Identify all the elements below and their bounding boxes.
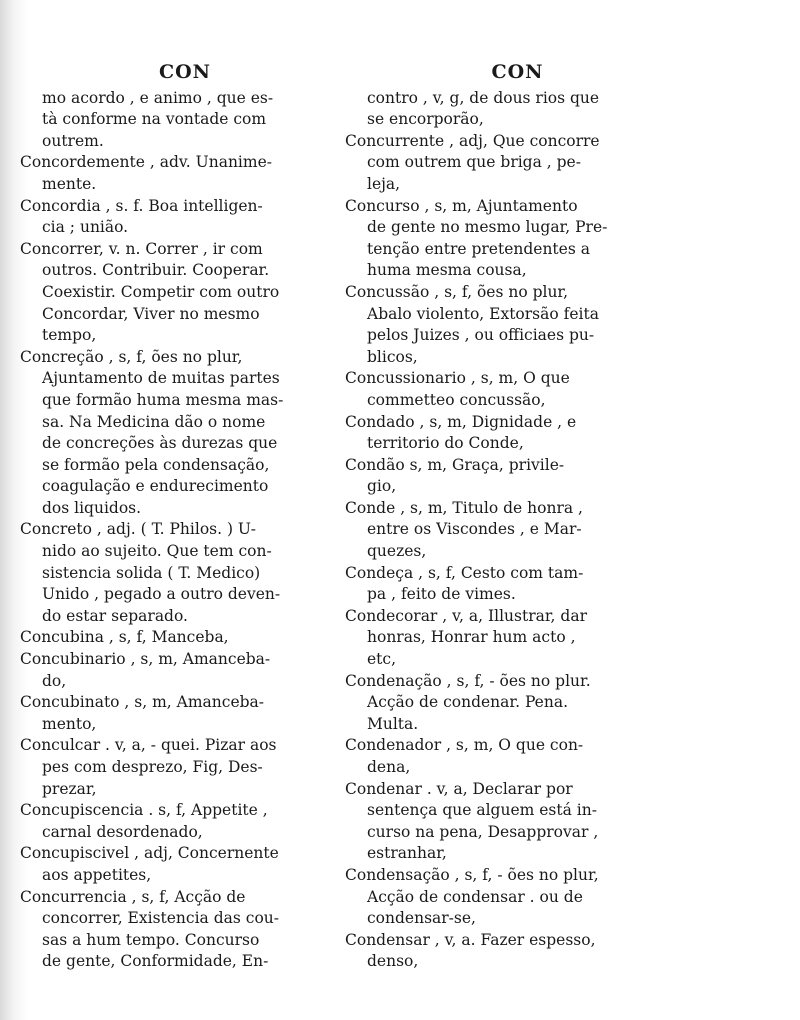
dictionary-entry: Conculcar . v, a, - quei. Pizar aos pes com desprezo, Fig, Des- prezar, [20,736,277,798]
right-column [345,62,660,973]
left-running-header: CON [158,61,212,83]
dictionary-entry: Condão s, m, Graça, privile- gio, [345,455,565,496]
dictionary-entry: Concupiscivel , adj, Concernente aos appetites, [20,844,279,884]
dictionary-entry: Concubina , s, f, Manceba, [20,628,229,647]
dictionary-entry: Condenador , s, m, O que con- dena, [345,736,584,776]
dictionary-entry: Conde , s, m, Titulo de honra , entre os Viscondes , e Mar- quezes, [345,498,583,561]
dictionary-entry: Condenar . v, a, Declarar por sentença que alguem está in- curso na pena, Desapprovar , estranhar, [345,779,599,863]
dictionary-entry: Condecorar , v, a, Illustrar, dar honras, Honrar hum acto , etc, [345,606,587,669]
dictionary-entry: Concreto , adj. ( T. Philos. ) U- nido ao sujeito. Que tem con- sistencia solida ( T. Medico) Unido , pegado a outro deven- do estar separado. [20,520,281,625]
dictionary-entry: Condado , s, m, Dignidade , e territorio do Conde, [345,412,577,453]
dictionary-entry: Concussionario , s, m, O que commetteo concussão, [345,369,570,409]
dictionary-entry: contro , v, g, de dous rios que se encorporão, [367,88,600,129]
dictionary-entry: Concubinario , s, m, Amanceba- do, [20,650,271,690]
right-running-header: CON [491,61,544,83]
dictionary-entry: Concupiscencia . s, f, Appetite , carnal desordenado, [20,801,268,841]
dictionary-entry: Concreção , s, f, ões no plur, Ajuntamento de muitas partes que formão huma mesma mas- sa. Na Medicina dão o nome de concreções às durezas que se formão pela condensação, coagulação e endurecimento dos liquidos. [20,347,284,517]
dictionary-entry: Condensação , s, f, - ões no plur, Acção de condensar . ou de condensar-se, [345,865,599,928]
dictionary-entry: Concussão , s, f, ões no plur, Abalo violento, Extorsão feita pelos Juizes , ou officiaes pu- blicos, [345,282,599,366]
dictionary-entry: Concubinato , s, m, Amanceba- mento, [20,693,265,733]
dictionary-entry: Concordia , s. f. Boa intelligen- cia ; união. [20,196,263,237]
dictionary-entry: Concurrente , adj, Que concorre com outrem que briga , pe- leja, [345,131,600,193]
dictionary-entry: Condenação , s, f, - ões no plur. Acção de condenar. Pena. Multa. [345,671,591,733]
left-column [20,62,330,973]
dictionary-entry: mo acordo , e animo , que es- tà conforme na vontade com outrem. [42,88,274,150]
dictionary-entry: Concorrer, v. n. Correr , ir com outros. Contribuir. Cooperar. Coexistir. Competir com outro Concordar, Viver no mesmo tempo, [20,239,280,345]
dictionary-entry: Concurso , s, m, Ajuntamento de gente no mesmo lugar, Pre- tenção entre pretendentes a huma mesma cousa, [345,196,608,280]
dictionary-entry: Condeça , s, f, Cesto com tam- pa , feito de vimes. [345,563,584,604]
dictionary-entry: Concurrencia , s, f, Acção de concorrer, Existencia das cou- sas a hum tempo. Concurso de gente, Conformidade, En- [20,887,279,971]
dictionary-entry: Condensar , v, a. Fazer espesso, denso, [345,930,596,971]
dictionary-entry: Concordemente , adv. Unanime- mente. [20,153,272,193]
